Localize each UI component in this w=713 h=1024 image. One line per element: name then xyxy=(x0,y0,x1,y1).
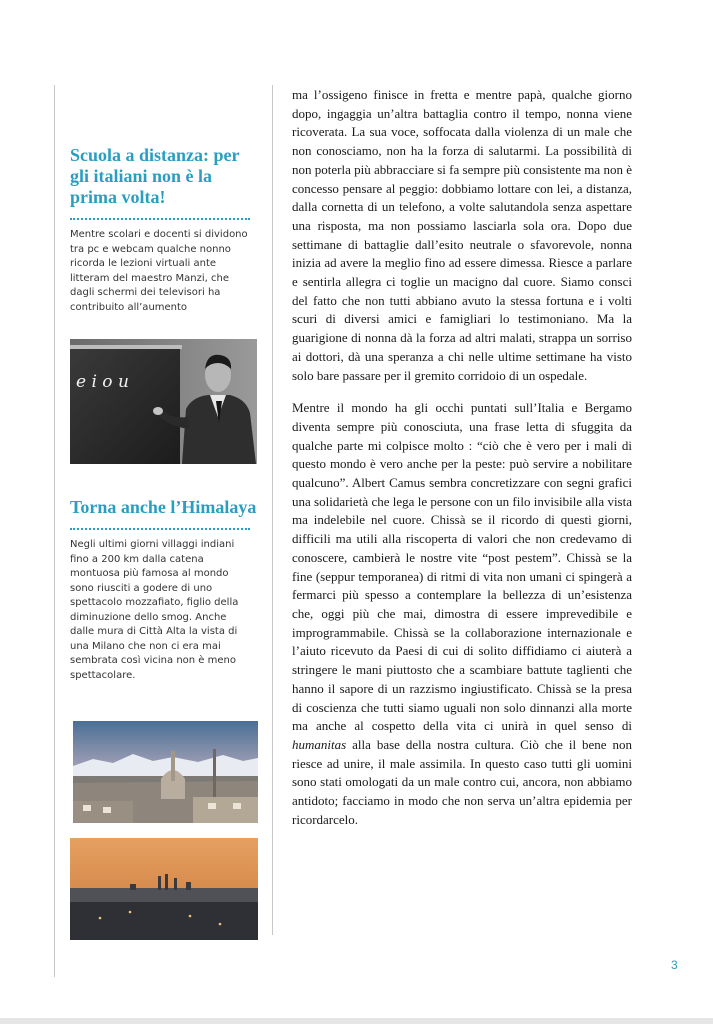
italic-word-humanitas: humanitas xyxy=(292,736,347,752)
photo-maestro-manzi xyxy=(70,339,257,464)
bottom-bar xyxy=(0,1018,713,1024)
photo-milan-skyline xyxy=(70,838,258,940)
sidebar-heading-school: Scuola a distanza: per gli italiani non è la prima volta! xyxy=(70,145,240,207)
sidebar-box-school xyxy=(70,145,260,315)
article-column xyxy=(292,86,632,829)
column-divider xyxy=(272,85,273,935)
left-margin-rule xyxy=(54,85,55,977)
photo-bergamo-alps xyxy=(73,721,258,823)
sidebar-box-himalaya xyxy=(70,497,260,683)
sidebar-heading-himalaya: Torna anche l’Himalaya xyxy=(70,497,257,517)
dotted-divider xyxy=(70,528,250,530)
dotted-divider xyxy=(70,218,250,220)
sidebar-text-himalaya: Negli ultimi giorni villaggi indiani fino a 200 km dalla catena montuosa più famosa al mondo sono riusciti a godere di uno spettacolo mozzafiato, figlio della diminuzione dello smog. Anche dalle mura di Città Alta la vista di una Milano che non ci era mai sembrata così vicina non è meno spettacolare. xyxy=(70,539,239,681)
sidebar-text-school: Mentre scolari e docenti si dividono tra pc e webcam qualche nonno ricorda le lezioni virtuali ante litteram del maestro Manzi, che dagli schermi dei televisori ha contribuito all’aumento xyxy=(70,229,248,313)
page-number: 3 xyxy=(671,958,678,972)
article-paragraph: Mentre il mondo ha gli occhi puntati sull’Italia e Bergamo diventa sempre più conosciuta, una frase letta di sfuggita da qualche parte mi colpisce molto : “ciò che è vero per i mali di questo mondo è vero anche per la peste: può servire a nobilitare qualcuno”. Albert Camus sembra concretizzare con segni grafici una solidarietà che lega le persone con un filo invisibile alla vista ma indelebile nel cuore. Chissà se il ricordo di questi giorni, difficili ma utili alla riscoperta di valori che non credevamo di conoscere, cambierà le nostre vite “post pestem”. Chissà se la fine (seppur temporanea) di ritmi di vita non umani ci spingerà a fermarci più spesso a contemplare la bellezza di un’esistenza che, oggi più che mai, dimostra di essere imprevedibile e improgrammabile. Chissà se la collaborazione internazionale e l’aiuto ricevuto da Paesi di cui di solito diffidiamo ci aiuterà a stringere le mani piuttosto che a scambiare battute taglienti che hanno il sapore di un razzismo ingiustificato. Chissà se la presa di coscienza che tutti siamo uguali non solo dinnanzi alla morte ma anche al cospetto della vita ci unirà in quel senso di humanitas alla base della nostra cultura. Ciò che il bene non riesce ad unire, il male assimila. In questo caso tutti gli uomini sono stati omologati da un male contro cui, ancora, non abbiamo antidoto; facciamo in modo che non serva un’altra epidemia per ricordarcelo. xyxy=(292,400,632,827)
blackboard-letters: e i o u xyxy=(76,372,129,392)
article-paragraph: ma l’ossigeno finisce in fretta e mentre papà, qualche giorno dopo, ingaggia un’altra battaglia contro il tempo, nonna viene ricoverata. La sua voce, soffocata dalla violenza di un male che non conosciamo, non ha la forza di salutarmi. La possibilità di non poterla più abbracciare si fa sempre più consistente ma non è concesso pensare al peggio: dobbiamo lottare con lei, a distanza, dalla cornetta di un telefono, a volte salutandola senza aspettare una risposta, ma non possiamo lasciarla sola ora. Dopo due settimane di battaglie dall’esito neutrale o sfavorevole, nonna inizia ad avere la meglio fino ad essere dimessa. Riesce a parlare e sentirla allegra ci toglie un macigno dal cuore. Siamo consci del fatto che non tutti abbiano avuto la stessa fortuna e i volti scuri di diversi amici e famigliari lo testimoniano. Ma la guarigione di nonna dà la forza ad altri malati, strappa un sorriso ai dottori, dà una speranza a chi nelle ultime settimane ha visto solo bare passare per il gremito corridoio di un ospedale. xyxy=(292,87,632,383)
